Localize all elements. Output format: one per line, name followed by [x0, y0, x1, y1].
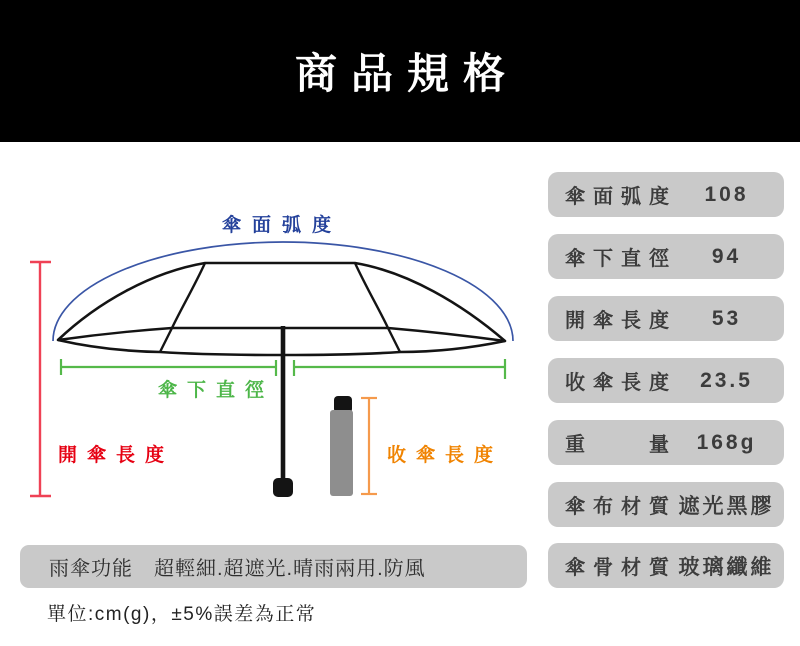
spec-value: 108	[704, 182, 749, 206]
umbrella-handle	[273, 478, 293, 497]
spec-row-open-length	[548, 296, 784, 341]
closed-length-dimension-line	[361, 398, 377, 494]
diameter-label: 傘下直徑	[158, 380, 275, 401]
spec-label: 重 量	[565, 434, 677, 456]
function-box	[20, 545, 527, 588]
folded-umbrella-body	[330, 410, 353, 496]
spec-value: 94	[711, 244, 742, 268]
spec-row-rib-material	[548, 543, 784, 588]
spec-value: 玻璃纖維	[678, 555, 775, 579]
spec-label: 開傘長度	[565, 310, 677, 332]
spec-label: 傘骨材質	[565, 557, 677, 579]
spec-row-diameter	[548, 234, 784, 279]
spec-value: 168g	[696, 430, 757, 454]
spec-row-canopy-arc	[548, 172, 784, 217]
spec-row-weight	[548, 420, 784, 465]
spec-label: 傘面弧度	[565, 186, 677, 208]
spec-label: 傘下直徑	[565, 248, 677, 270]
spec-value: 53	[711, 306, 742, 330]
spec-label: 收傘長度	[565, 372, 677, 394]
function-text: 雨傘功能 超輕細.超遮光.晴雨兩用.防風	[49, 558, 426, 580]
spec-label: 傘布材質	[565, 496, 677, 518]
canopy-arc-label: 傘面弧度	[222, 215, 343, 236]
page-title: 商品規格	[294, 50, 519, 97]
open-length-dimension-line	[30, 262, 51, 496]
open-length-label: 開傘長度	[58, 445, 175, 466]
spec-value: 23.5	[700, 368, 753, 392]
unit-note: 單位:cm(g)，±5%誤差為正常	[47, 604, 317, 625]
spec-row-fabric-material	[548, 482, 784, 527]
closed-length-label: 收傘長度	[387, 445, 504, 466]
spec-value: 遮光黑膠	[678, 494, 775, 518]
spec-row-closed-length	[548, 358, 784, 403]
